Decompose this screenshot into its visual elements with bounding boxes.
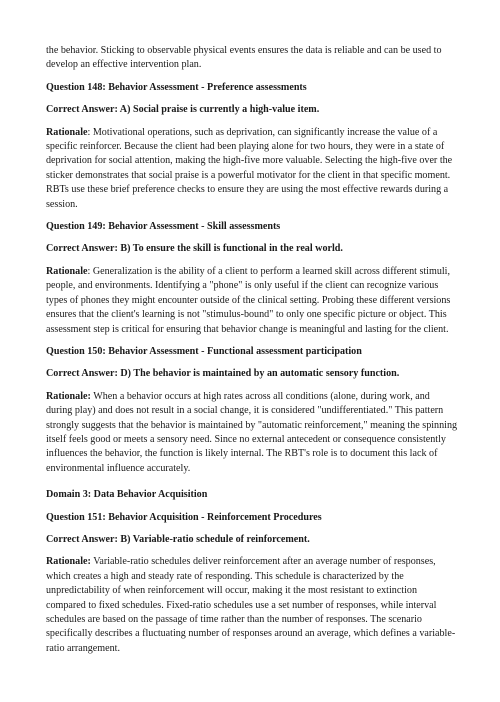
question-150-block <box>46 345 458 476</box>
rationale-paragraph <box>46 126 458 212</box>
question-heading: Question 151: Behavior Acquisition - Reinforcement Procedures <box>46 511 322 523</box>
rationale-label: Rationale <box>46 265 88 277</box>
rationale-paragraph <box>46 265 458 337</box>
rationale-text: : Motivational operations, such as deprivation, can significantly increase the value of a specific reinforcer. Because the client had been playing alone for two hours, they were in a state of deprivation for social attention, making the high-five more valuable. Selecting the high-five over the sticker demonstrates that social praise is a powerful motivator for the client in that specific moment. RBTs use these brief preference checks to ensure they are using the most effective rewards during a session. <box>46 126 453 210</box>
question-heading: Question 148: Behavior Assessment - Preference assessments <box>46 81 307 93</box>
domain-heading: Domain 3: Data Behavior Acquisition <box>46 489 208 501</box>
correct-answer: Correct Answer: B) Variable-ratio schedule of reinforcement. <box>46 533 310 545</box>
correct-answer: Correct Answer: A) Social praise is currently a high-value item. <box>46 104 320 116</box>
rationale-label: Rationale: <box>46 556 91 568</box>
question-148-block <box>46 81 458 212</box>
correct-answer: Correct Answer: B) To ensure the skill is functional in the real world. <box>46 243 343 255</box>
rationale-paragraph <box>46 390 458 476</box>
correct-answer: Correct Answer: D) The behavior is maintained by an automatic sensory function. <box>46 368 400 380</box>
question-heading: Question 150: Behavior Assessment - Functional assessment participation <box>46 345 362 357</box>
rationale-paragraph <box>46 555 458 656</box>
question-151-block <box>46 511 458 657</box>
rationale-text: : Generalization is the ability of a client to perform a learned skill across different stimuli, people, and environments. Identifying a "phone" is only useful if the client can recognize various types of phones they might encounter outside of the clinical setting. Probing these different versions ensures that the client's learning is not "stimulus-bound" to only one specific picture or object. This assessment step is critical for ensuring that behavior change is meaningful and lasting for the client. <box>46 265 451 335</box>
intro-paragraph: the behavior. Sticking to observable physical events ensures the data is reliable and can be used to develop an effective intervention plan. <box>46 45 442 71</box>
question-149-block <box>46 220 458 337</box>
rationale-text: Variable-ratio schedules deliver reinforcement after an average number of responses, which creates a high and steady rate of responding. This schedule is characterized by the unpredictability of when reinforcement will occur, making it the most resistant to extinction compared to fixed schedules. Fixed-ratio schedules use a set number of responses, while interval schedules are based on the passage of time rather than the number of responses. The scenario specifically describes a fluctuating number of responses around an average, which defines a variable-ratio arrangement. <box>46 556 456 654</box>
document-page <box>46 44 458 664</box>
rationale-text: When a behavior occurs at high rates across all conditions (alone, during work, and during play) and does not result in a social change, it is considered "undifferentiated." This pattern strongly suggests that the behavior is maintained by "automatic reinforcement," meaning the spinning itself feels good or meets a sensory need. Since no external antecedent or consequence consistently influences the behavior, the function is likely internal. The RBT's role is to document this lack of environmental influence accurately. <box>46 390 458 474</box>
rationale-label: Rationale <box>46 126 88 138</box>
rationale-label: Rationale: <box>46 390 91 402</box>
question-heading: Question 149: Behavior Assessment - Skill assessments <box>46 221 281 233</box>
